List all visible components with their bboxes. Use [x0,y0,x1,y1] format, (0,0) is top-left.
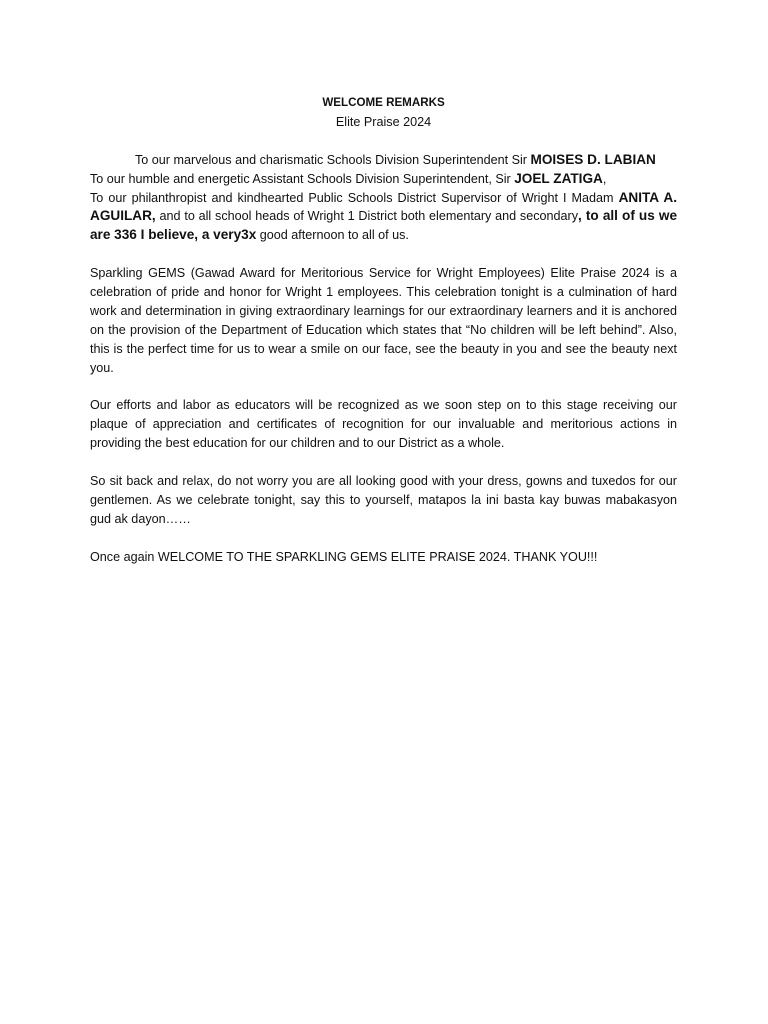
spacer [90,529,677,548]
spacer [90,245,677,264]
paragraph-relax: So sit back and relax, do not worry you are all looking good with your dress, gowns and tuxedos for our gentlemen. As we celebrate tonight, say this to yourself, matapos la ini basta kay buwas mabakasyon gud ak dayon…… [90,474,677,526]
assistant-superintendent-name: JOEL ZATIGA [514,170,603,186]
paragraph-efforts: Our efforts and labor as educators will be recognized as we soon step on to this stage receiving our plaque of appreciation and certificates of recognition for our invaluable and meritorious actions in providing the best education for our children and to our District as a whole. [90,398,677,451]
spacer [90,132,677,151]
greeting-assistant-superintendent [90,170,677,189]
greeting-text: good afternoon to all of us. [256,228,409,243]
superintendent-name: MOISES D. LABIAN [530,151,656,167]
spacer [90,378,677,397]
greeting-text: To our marvelous and charismatic Schools Division Superintendent Sir [135,152,531,167]
document-body [90,94,677,567]
document-title: WELCOME REMARKS [322,96,445,109]
spacer [90,453,677,472]
document-subtitle: Elite Praise 2024 [335,114,432,129]
greeting-text: and to all school heads of Wright 1 District both elementary and secondary [155,209,579,224]
closing-line: Once again WELCOME TO THE SPARKLING GEMS ELITE PRAISE 2024. THANK YOU!!! [90,549,598,564]
audience-emphasis: , to all of us we are 336 I believe, a very3x [90,208,677,243]
greeting-superintendent [90,151,677,170]
district-supervisor-name: ANITA A. AGUILAR, [90,189,677,224]
greeting-district-supervisor [90,189,677,246]
greeting-text: , [602,171,607,186]
greeting-text: To our humble and energetic Assistant Schools Division Superintendent, Sir [90,171,515,186]
greeting-text: To our philanthropist and kindhearted Public Schools District Supervisor of Wright I Madam [90,190,619,205]
paragraph-celebration: Sparkling GEMS (Gawad Award for Meritorious Service for Wright Employees) Elite Praise 2024 is a celebration of pride and honor for Wright 1 employees. This celebration tonight is a culmination of hard work and determination in giving extraordinary learnings for our extraordinary learners and it is anchored on the provision of the Department of Education which states that “No children will be left behind”. Also, this is the perfect time for us to wear a smile on our face, see the beauty in you and see the beauty next you. [90,266,677,375]
